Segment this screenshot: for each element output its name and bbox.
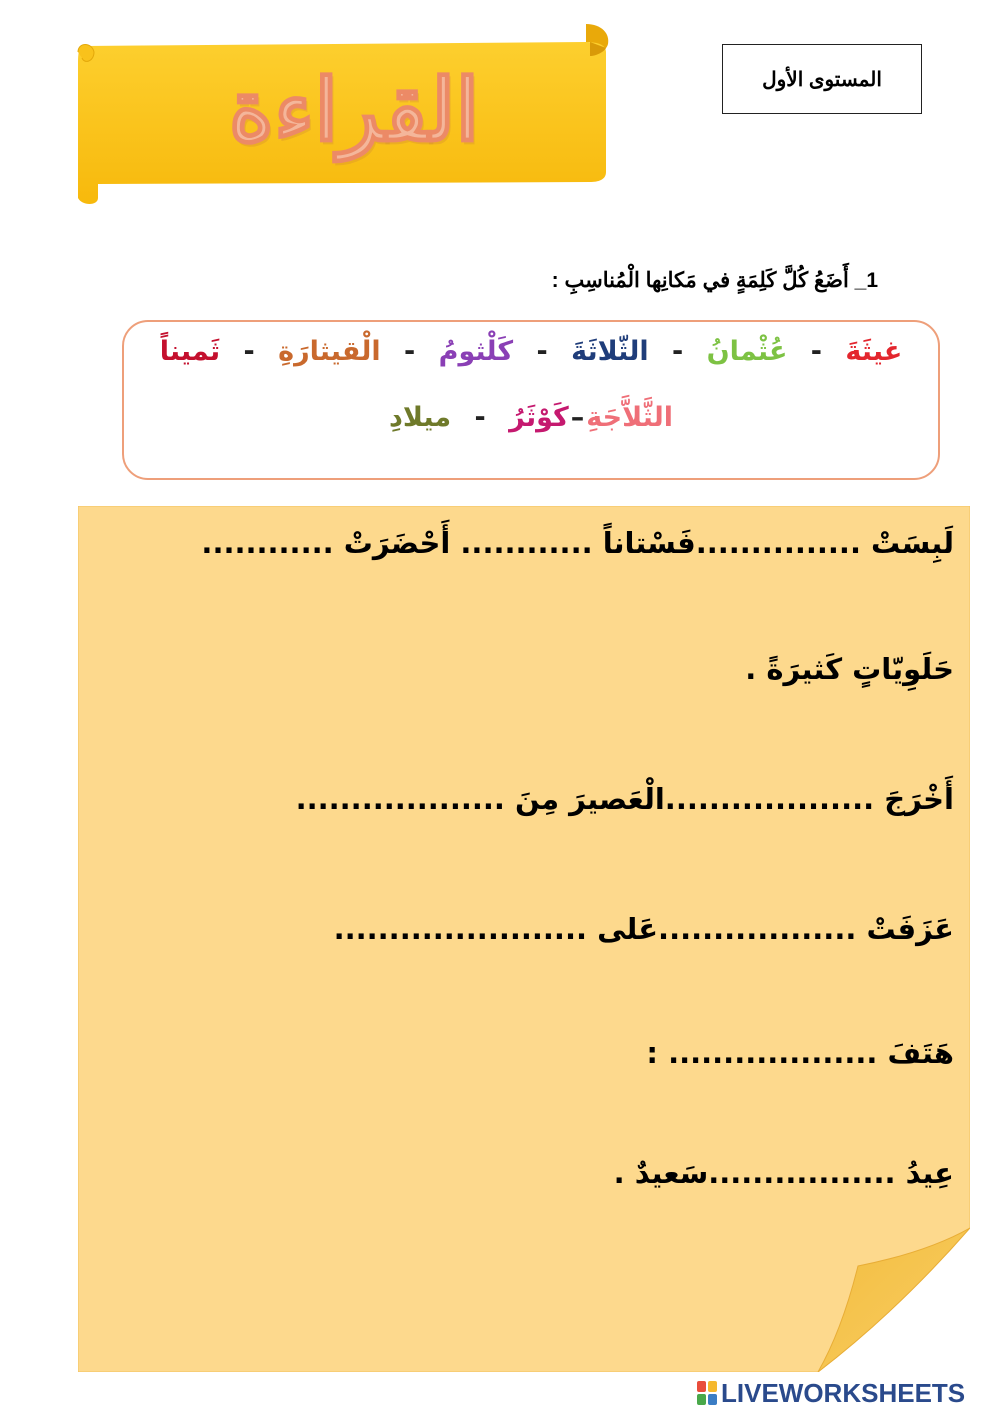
exercise-instruction: 1_ أَضَعُ كُلَّ كَلِمَةٍ في مَكانِها الْمُناسِبِ : — [551, 269, 878, 292]
word-separator: - — [474, 402, 486, 433]
word-milad[interactable]: ميلادِ — [389, 402, 452, 433]
sentence-3[interactable]: أَخْرَجَ ...................الْعَصيرَ مِنَ ................... — [295, 782, 954, 816]
sentence-5[interactable]: هَتَفَ ................... : — [646, 1036, 954, 1070]
word-bank — [122, 320, 940, 480]
word-separator: - — [810, 336, 823, 367]
sentence-6[interactable]: عِيدُ .................سَعيدٌ . — [613, 1156, 954, 1190]
sentence-2: حَلَوِيّاتٍ كَثيرَةً . — [745, 652, 954, 686]
liveworksheets-icon — [697, 1381, 717, 1405]
page-title: القراءة — [228, 60, 480, 161]
word-kawthar[interactable]: كَوْثَرُ — [509, 402, 569, 433]
word-bank-row-1 — [124, 336, 938, 367]
word-separator: - — [404, 336, 416, 367]
word-ghaytha[interactable]: غيثَةَ — [845, 336, 903, 367]
brand-name: LIVEWORKSHEETS — [721, 1377, 966, 1408]
word-separator: – — [570, 402, 585, 433]
word-separator: - — [672, 336, 684, 367]
word-thamin[interactable]: ثَميناً — [159, 336, 221, 367]
word-bank-row-2 — [124, 402, 938, 433]
word-separator: - — [243, 336, 255, 367]
word-othman[interactable]: عُثْمانُ — [706, 336, 788, 367]
word-kalthoum[interactable]: كَلْثومُ — [438, 336, 514, 367]
word-separator: - — [536, 336, 548, 367]
level-label: المستوى الأول — [722, 44, 922, 114]
sentence-1[interactable]: لَبِسَتْ ...............فَسْتاناً ............ أَحْضَرَتْ ............ — [201, 526, 954, 560]
word-thalatha[interactable]: الثّلاثَةَ — [571, 336, 649, 367]
sentences-note — [78, 506, 970, 1372]
sentence-4[interactable]: عَزَفَتْ ..................عَلى ....................... — [333, 912, 954, 946]
word-thallaja[interactable]: الثَّلاَّجَةِ — [586, 402, 673, 433]
liveworksheets-logo — [697, 1378, 965, 1408]
title-banner — [74, 22, 610, 206]
word-qithara[interactable]: الْقيثارَةِ — [278, 336, 381, 367]
